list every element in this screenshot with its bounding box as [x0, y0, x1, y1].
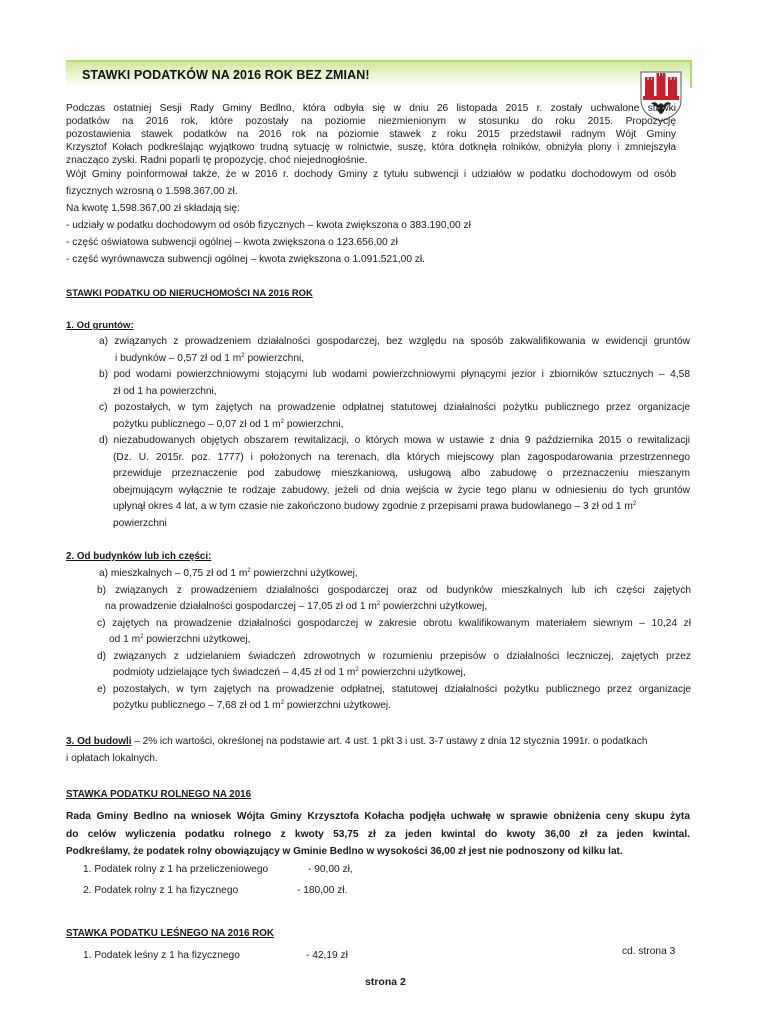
building-items	[97, 566, 691, 715]
breakdown-item: - część oświatowa subwencji ogólnej – kwota zwiększona o 123.656,00 zł	[66, 237, 398, 248]
structures-line: i opłatach lokalnych.	[66, 752, 158, 764]
structures-paragraph	[66, 734, 692, 767]
breakdown-item: - część wyrównawcza subwencji ogólnej – kwota zwiększona o 1.091.521,00 zł.	[66, 254, 426, 265]
land-item-b-cont: zł od 1 ha powierzchni,	[113, 385, 217, 397]
building-item-d: d) związanych z udzielaniem świadczeń zdrowotnych w rozumieniu przepisów o działalności leczniczej, zajętych przez	[97, 650, 691, 662]
intro-paragraph	[66, 102, 676, 167]
agri-item-value: - 90,00 zł,	[308, 864, 353, 875]
agri-item-value: - 180,00 zł.	[297, 885, 348, 896]
building-item-b: b) związanych z prowadzeniem działalności gospodarczej oraz od budynków mieszkalnych lub ich części zajętych	[97, 584, 691, 596]
structures-line: 3. Od budowli – 2% ich wartości, określonej na podstawie art. 4 ust. 1 pkt 3 i ust. 3-7 ustawy z dnia 12 stycznia 1991r. o podatkach	[66, 736, 648, 747]
land-item-d-cont: przewiduje przeznaczenie pod zabudowę mieszkaniową, usługową albo zabudowę o przeznaczeniu mieszanym	[113, 468, 690, 479]
revenue-line: fizycznych wzrosną o 1.598.367,00 zł.	[66, 186, 238, 197]
building-item-e-cont: pożytku publicznego – 7,68 zł od 1 $m^2$ powierzchni użytkowej.	[113, 700, 391, 711]
building-item-a: a) mieszkalnych – 0,75 zł od 1 $m^2$ powierzchni użytkowej,	[99, 568, 358, 579]
building-item-c-cont: od 1 $m^2$ powierzchni użytkowej,	[109, 634, 251, 645]
agri-tax-line: Podkreślamy, że podatek rolny obowiązujący w Gminie Bedlno w wysokości 36,00 zł jest nie podnoszony od kilku lat.	[66, 846, 623, 857]
agri-item-label: 2. Podatek rolny z 1 ha fizycznego	[83, 885, 239, 896]
intro-line: Krzysztof Kołach podkreślając wyjątkowo trudną sytuację w rolnictwie, suszę, która dotknęła rolników, obniżyła plony i zmniejszyła	[66, 142, 676, 153]
forest-item-label: 1. Podatek leśny z 1 ha fizycznego	[83, 950, 240, 961]
building-item-b-cont: na prowadzenie działalności gospodarczej – 17,05 zł od 1 $m^2$ powierzchni użytkowej,	[105, 601, 488, 612]
breakdown-intro: Na kwotę 1.598.367,00 zł składają się:	[66, 203, 240, 214]
breakdown-item: - udziały w podatku dochodowym od osób fizycznych – kwota zwiększona o 383.190,00 zł	[66, 220, 471, 231]
page-title: STAWKI PODATKÓW NA 2016 ROK BEZ ZMIAN!	[82, 68, 370, 82]
land-item-a: a) związanych z prowadzeniem działalności gospodarczej, bez względu na sposób zakwalifikowania w ewidencji gruntów	[99, 336, 690, 347]
forest-tax-heading: STAWKA PODATKU LEŚNEGO NA 2016 ROK	[66, 928, 274, 939]
agri-tax-heading: STAWKA PODATKU ROLNEGO NA 2016	[66, 789, 252, 800]
land-item-d-cont: powierzchni	[113, 517, 167, 529]
revenue-paragraph	[66, 166, 676, 268]
intro-line: Podczas ostatniej Sesji Rady Gminy Bedlno, która odbyła się w dniu 26 listopada 2015 r. zostały uchwalone stawki	[66, 103, 676, 114]
forest-item-value: - 42,19 zł	[306, 950, 348, 961]
building-item-c: c) zajętych na prowadzenie działalności gospodarczej w zakresie obrotu kwalifikowanym materiałem siewnym – 10,24 zł	[97, 617, 691, 629]
agri-tax-line: Rada Gminy Bedlno na wniosek Wójta Gminy Krzysztofa Kołacha podjęła uchwałę w sprawie obniżenia ceny skupu żyta	[66, 811, 690, 822]
property-tax-heading: STAWKI PODATKU OD NIERUCHOMOŚCI NA 2016 ROK	[66, 287, 313, 298]
revenue-line: Wójt Gminy poinformował także, że w 2016 r. dochody Gminy z tytułu subwencji i udziałów w podatku dochodowym od osób	[66, 169, 676, 180]
land-heading: 1. Od gruntów:	[66, 320, 134, 331]
page-number: strona 2	[365, 976, 406, 988]
building-item-e: e) pozostałych, w tym zajętych na prowadzenie odpłatnej, statutowej działalności pożytku publicznego przez organizacje	[97, 683, 691, 695]
land-item-d-cont: upłynął okres 4 lat, a w tym czasie nie zakończono budowy zgodnie z przepisami prawa budowlanego – 3 zł od 1 $m^2$	[113, 501, 637, 512]
continued-note: cd. strona 3	[622, 946, 676, 957]
land-item-d-cont: obejmującym wyłącznie te rodzaje zabudowy, jeżeli od dnia wejścia w życie tego planu w odniesieniu do tych gruntów	[113, 484, 690, 496]
land-items	[99, 334, 690, 532]
buildings-heading: 2. Od budynków lub ich części:	[66, 551, 212, 562]
building-item-d-cont: podmioty udzielające tych świadczeń – 4,45 zł od 1 $m^2$ powierzchni użytkowej,	[113, 667, 466, 678]
agri-tax-paragraph	[66, 808, 690, 861]
land-item-c: c) pozostałych, w tym zajętych na prowadzenie odpłatnej statutowej działalności pożytku publicznego przez organizacje	[99, 402, 690, 413]
agri-item-label: 1. Podatek rolny z 1 ha przeliczeniowego	[83, 864, 269, 875]
intro-line: znacząco zyski. Radni poparli tę propozycję, choć niejednogłośnie.	[66, 155, 368, 166]
land-item-d: d) niezabudowanych objętych obszarem rewitalizacji, o których mowa w ustawie z dnia 9 października 2015 o rewitalizacji	[99, 435, 690, 446]
intro-line: pozostawienia stawek podatków na 2016 rok na poziomie stawek z roku 2015 przedstawił radnym Wójt Gminy	[66, 129, 676, 140]
land-item-a-cont: i budynków – 0,57 zł od 1 $m^2$ powierzchni,	[115, 352, 305, 364]
land-item-c-cont: pożytku publicznego – 0,07 zł od 1 $m^2$ powierzchni,	[113, 418, 344, 430]
land-item-b: b) pod wodami powierzchniowymi stojącymi lub wodami powierzchniowymi płynącymi jezior i zbiorników sztucznych – 4,58	[99, 369, 690, 380]
land-item-d-cont: (Dz. U. 2015r. poz. 1777) i położonych na terenach, dla których miejscowy plan zagospodarowania przestrzennego	[113, 451, 690, 463]
agri-tax-line: do celów wyliczenia podatku rolnego z kwoty 53,75 zł za jeden kwintal do kwoty 36,00 zł za jeden kwintal.	[66, 828, 690, 840]
intro-line: podatków na 2016 rok, które pozostały na poziomie niezmienionym w stosunku do roku 2015. Propozycję	[66, 116, 676, 127]
